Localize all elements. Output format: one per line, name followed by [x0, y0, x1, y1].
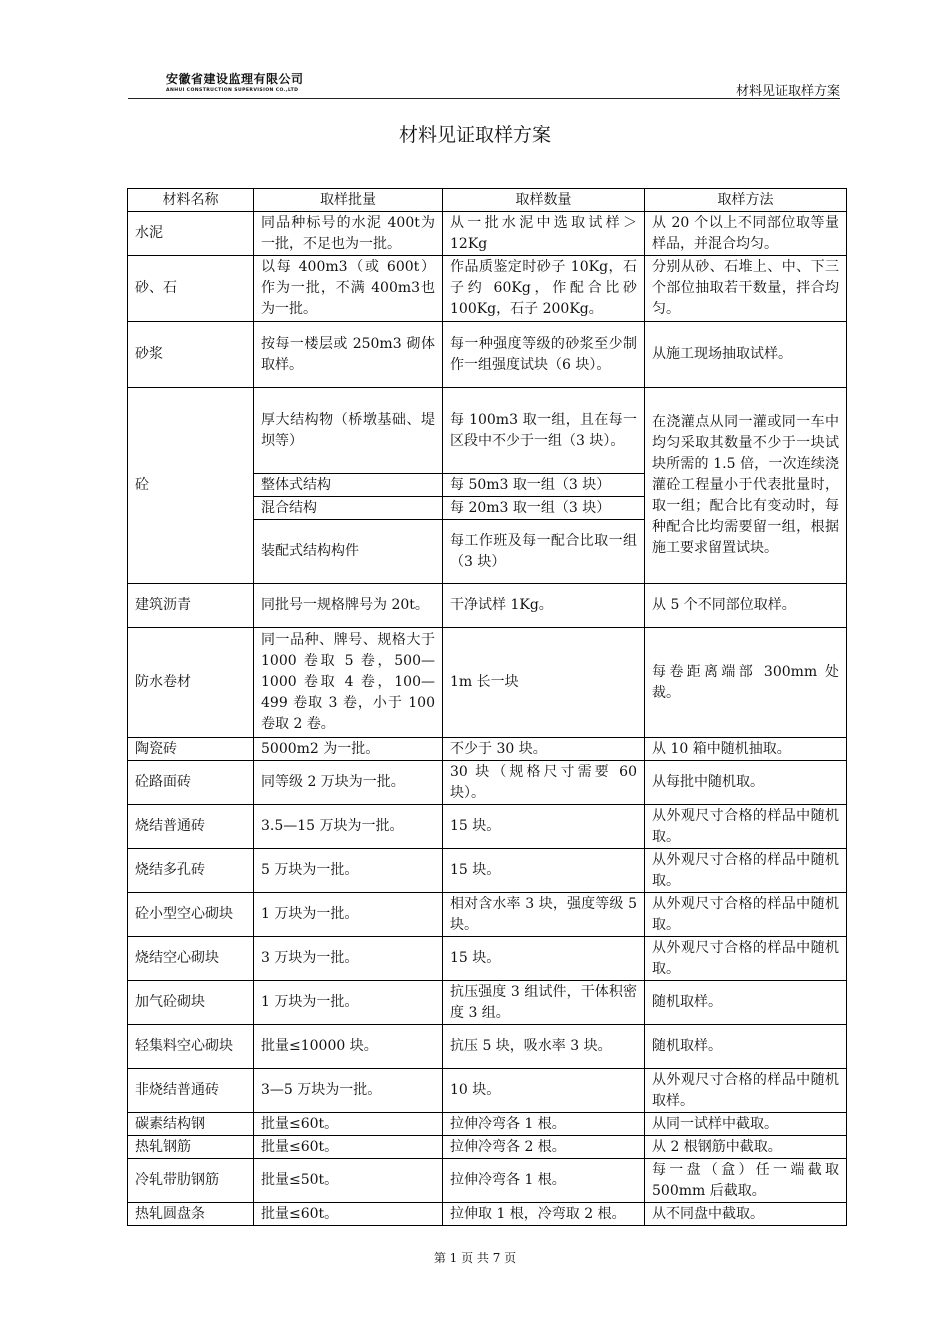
table-row: [128, 584, 847, 628]
cell-batch: 同批号一规格牌号为 20t。: [254, 584, 443, 628]
table-row: [128, 893, 847, 937]
cell-batch: 批量≤50t。: [254, 1159, 443, 1203]
cell-method: 从外观尺寸合格的样品中随机取。: [645, 849, 847, 893]
cell-name: 冷轧带肋钢筋: [128, 1159, 254, 1203]
cell-qty: 每 20m3 取一组（3 块）: [443, 497, 645, 520]
header-batch: 取样批量: [254, 189, 443, 212]
table-row: [128, 322, 847, 388]
cell-batch: 混合结构: [254, 497, 443, 520]
cell-qty: 15 块。: [443, 937, 645, 981]
cell-name: 烧结多孔砖: [128, 849, 254, 893]
cell-qty: 拉伸冷弯各 1 根。: [443, 1113, 645, 1136]
cell-name: 陶瓷砖: [128, 738, 254, 761]
table-row: [128, 1025, 847, 1069]
cell-batch: 批量≤60t。: [254, 1136, 443, 1159]
cell-qty: 每 50m3 取一组（3 块）: [443, 474, 645, 497]
table-row: [128, 1113, 847, 1136]
cell-name: 砂、石: [128, 256, 254, 322]
cell-batch: 装配式结构构件: [254, 520, 443, 584]
page-header: [128, 66, 840, 99]
cell-qty: 每 100m3 取一组，且在每一区段中不少于一组（3 块）。: [443, 388, 645, 474]
table-row: [128, 738, 847, 761]
table-row: [128, 937, 847, 981]
cell-method: 随机取样。: [645, 981, 847, 1025]
cell-method: 每一盘（盒）任一端截取 500mm 后截取。: [645, 1159, 847, 1203]
company-logo-cn: 安徽省建设监理有限公司: [166, 72, 304, 86]
table-row: [128, 761, 847, 805]
cell-method: 从 20 个以上不同部位取等量样品，并混合均匀。: [645, 212, 847, 256]
table-row: [128, 1203, 847, 1226]
cell-name: 热轧圆盘条: [128, 1203, 254, 1226]
cell-batch: 1 万块为一批。: [254, 981, 443, 1025]
header-method: 取样方法: [645, 189, 847, 212]
table-row: [128, 805, 847, 849]
cell-method: 从外观尺寸合格的样品中随机取样。: [645, 1069, 847, 1113]
cell-method: 从 2 根钢筋中截取。: [645, 1136, 847, 1159]
cell-qty: 抗压 5 块，吸水率 3 块。: [443, 1025, 645, 1069]
header-quantity: 取样数量: [443, 189, 645, 212]
cell-qty: 作品质鉴定时砂子 10Kg，石子约 60Kg，作配合比砂 100Kg，石子 200Kg。: [443, 256, 645, 322]
cell-qty: 每工作班及每一配合比取一组（3 块）: [443, 520, 645, 584]
cell-method: 随机取样。: [645, 1025, 847, 1069]
table-row: [128, 1069, 847, 1113]
cell-method: 从外观尺寸合格的样品中随机取。: [645, 937, 847, 981]
cell-name: 碳素结构钢: [128, 1113, 254, 1136]
cell-batch: 厚大结构物（桥墩基础、堤坝等）: [254, 388, 443, 474]
cell-name: 非烧结普通砖: [128, 1069, 254, 1113]
cell-batch: 1 万块为一批。: [254, 893, 443, 937]
cell-qty: 每一种强度等级的砂浆至少制作一组强度试块（6 块）。: [443, 322, 645, 388]
cell-batch: 3—5 万块为一批。: [254, 1069, 443, 1113]
cell-method: 分别从砂、石堆上、中、下三个部位抽取若干数量，拌合均匀。: [645, 256, 847, 322]
cell-qty: 1m 长一块: [443, 628, 645, 738]
cell-method: 从外观尺寸合格的样品中随机取。: [645, 893, 847, 937]
cell-method: 从 5 个不同部位取样。: [645, 584, 847, 628]
cell-name: 轻集料空心砌块: [128, 1025, 254, 1069]
cell-qty: 抗压强度 3 组试件，干体积密度 3 组。: [443, 981, 645, 1025]
cell-method: 从施工现场抽取试样。: [645, 322, 847, 388]
cell-qty: 30 块（规格尺寸需要 60 块）。: [443, 761, 645, 805]
cell-batch: 5000m2 为一批。: [254, 738, 443, 761]
cell-qty: 拉伸冷弯各 2 根。: [443, 1136, 645, 1159]
cell-method: 从不同盘中截取。: [645, 1203, 847, 1226]
cell-batch: 同品种标号的水泥 400t为一批，不足也为一批。: [254, 212, 443, 256]
page-footer: 第 1 页 共 7 页: [433, 1251, 517, 1265]
cell-batch: 整体式结构: [254, 474, 443, 497]
cell-name: 烧结空心砌块: [128, 937, 254, 981]
header-doc-name: 材料见证取样方案: [735, 84, 840, 99]
cell-qty: 相对含水率 3 块，强度等级 5 块。: [443, 893, 645, 937]
cell-method: 从 10 箱中随机抽取。: [645, 738, 847, 761]
table-row-concrete: [128, 388, 847, 474]
cell-name: 烧结普通砖: [128, 805, 254, 849]
cell-name: 砂浆: [128, 322, 254, 388]
cell-method: 从外观尺寸合格的样品中随机取。: [645, 805, 847, 849]
cell-batch: 同等级 2 万块为一批。: [254, 761, 443, 805]
cell-name: 砼路面砖: [128, 761, 254, 805]
table-row: [128, 849, 847, 893]
cell-qty: 干净试样 1Kg。: [443, 584, 645, 628]
cell-name: 建筑沥青: [128, 584, 254, 628]
cell-batch: 批量≤60t。: [254, 1203, 443, 1226]
sampling-table: [127, 188, 847, 1226]
cell-name: 加气砼砌块: [128, 981, 254, 1025]
cell-method: 在浇灌点从同一灌或同一车中均匀采取其数量不少于一块试块所需的 1.5 倍，一次连续浇灌砼工程量小于代表批量时，取一组；配合比有变动时，每种配合比均需要留一组，根据施工要求留置试块。: [645, 388, 847, 584]
cell-qty: 拉伸冷弯各 1 根。: [443, 1159, 645, 1203]
cell-method: 从同一试样中截取。: [645, 1113, 847, 1136]
cell-method: 每卷距离端部 300mm 处裁。: [645, 628, 847, 738]
cell-qty: 拉伸取 1 根，冷弯取 2 根。: [443, 1203, 645, 1226]
cell-qty: 15 块。: [443, 805, 645, 849]
cell-batch: 3.5—15 万块为一批。: [254, 805, 443, 849]
cell-qty: 从一批水泥中选取试样＞12Kg: [443, 212, 645, 256]
table-row: [128, 1159, 847, 1203]
cell-name: 水泥: [128, 212, 254, 256]
cell-name: 防水卷材: [128, 628, 254, 738]
cell-batch: 5 万块为一批。: [254, 849, 443, 893]
cell-name: 热轧钢筋: [128, 1136, 254, 1159]
table-row: [128, 1136, 847, 1159]
table-row: [128, 212, 847, 256]
cell-batch: 按每一楼层或 250m3 砌体取样。: [254, 322, 443, 388]
cell-method: 从每批中随机取。: [645, 761, 847, 805]
table-header-row: [128, 189, 847, 212]
cell-batch: 批量≤60t。: [254, 1113, 443, 1136]
table-row: [128, 256, 847, 322]
company-logo-en: ANHUI CONSTRUCTION SUPERVISION CO.,LTD: [166, 88, 299, 93]
table-row: [128, 628, 847, 738]
table-row: [128, 981, 847, 1025]
cell-qty: 不少于 30 块。: [443, 738, 645, 761]
cell-batch: 以每 400m3（或 600t）作为一批，不满 400m3也为一批。: [254, 256, 443, 322]
cell-batch: 批量≤10000 块。: [254, 1025, 443, 1069]
cell-batch: 3 万块为一批。: [254, 937, 443, 981]
cell-batch: 同一品种、牌号、规格大于 1000 卷取 5 卷，500—1000 卷取 4 卷，100—499 卷取 3 卷，小于 100 卷取 2 卷。: [254, 628, 443, 738]
cell-qty: 15 块。: [443, 849, 645, 893]
cell-qty: 10 块。: [443, 1069, 645, 1113]
cell-name: 砼: [128, 388, 254, 584]
document-title: 材料见证取样方案: [398, 124, 551, 146]
header-material-name: 材料名称: [128, 189, 254, 212]
cell-name: 砼小型空心砌块: [128, 893, 254, 937]
company-logo: [166, 70, 304, 93]
